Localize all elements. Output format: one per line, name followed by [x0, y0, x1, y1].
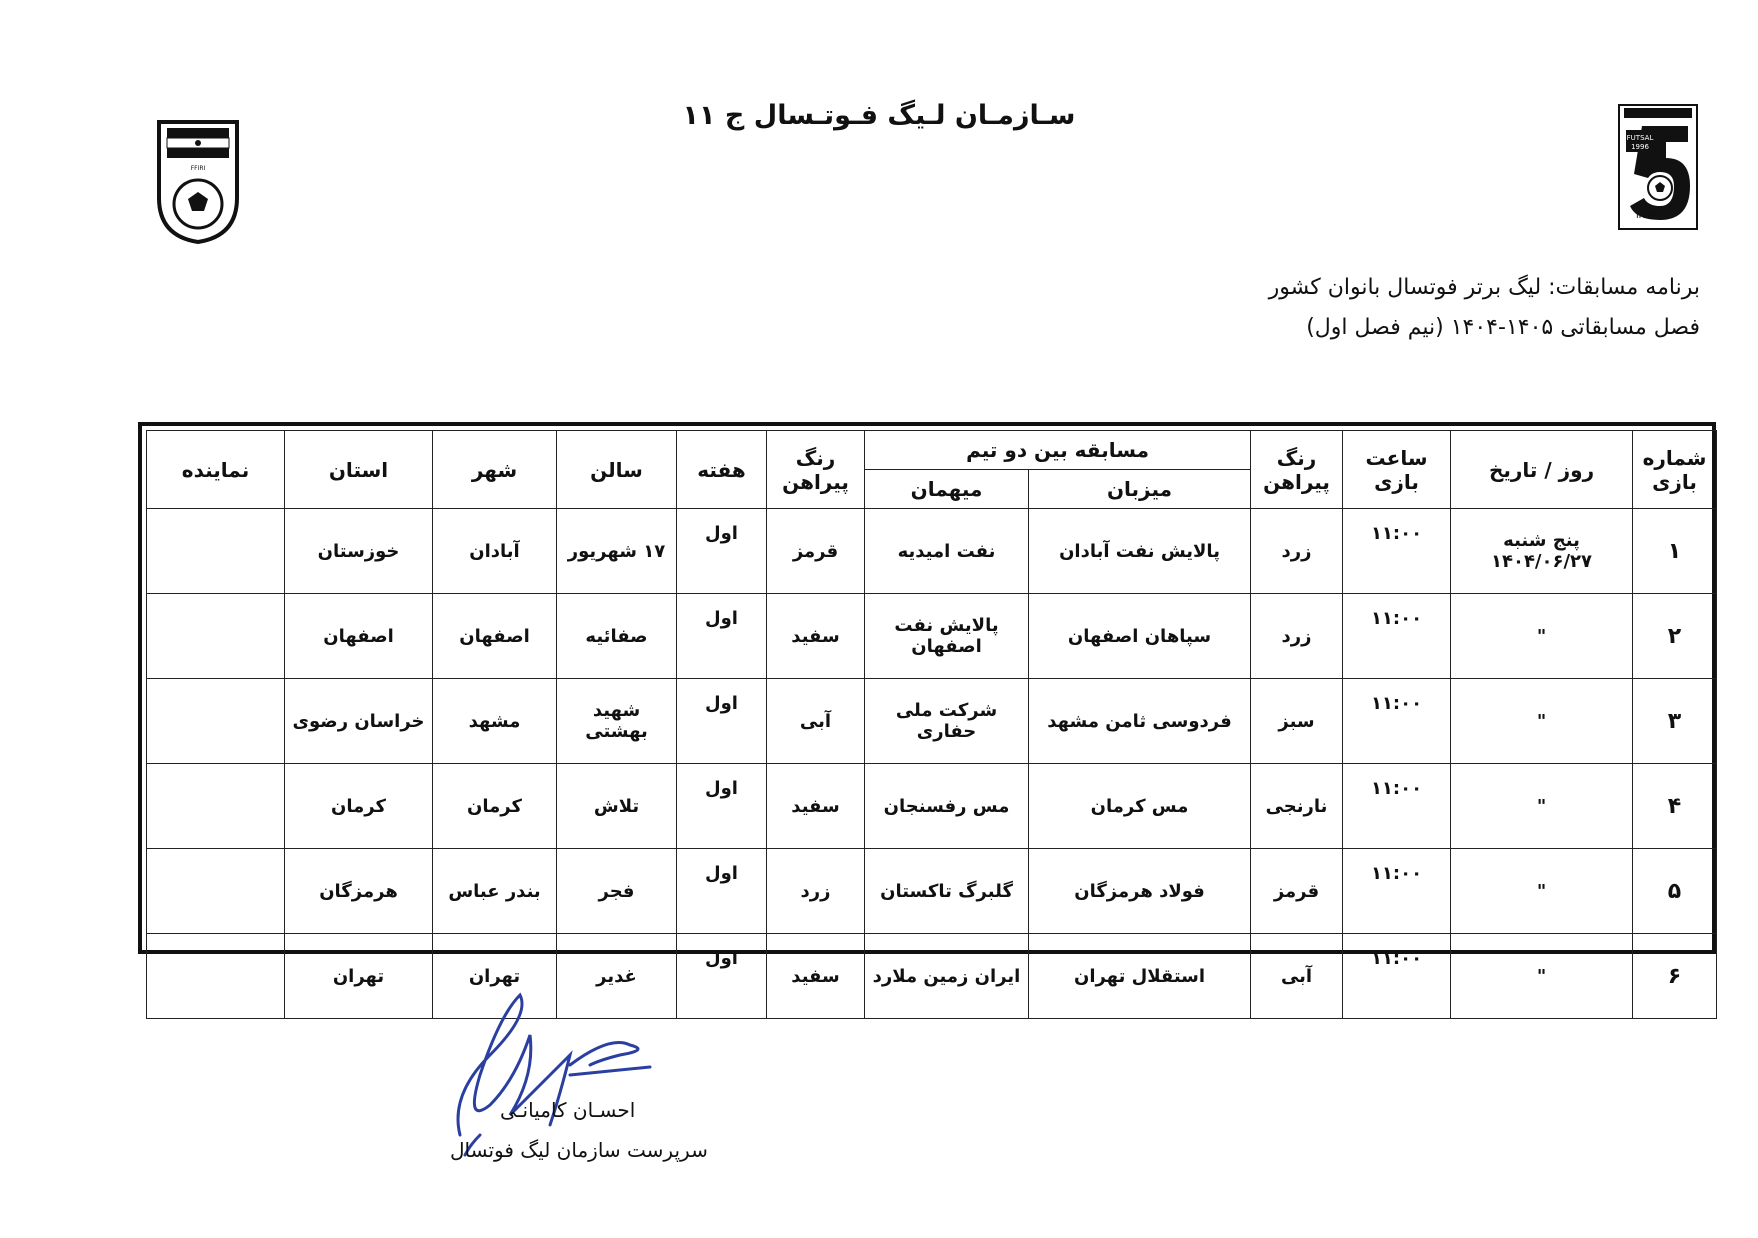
cell-province: کرمان [285, 764, 433, 849]
cell-date: " [1451, 934, 1633, 1019]
svg-text:FUTSAL: FUTSAL [1626, 134, 1654, 142]
svg-text:IRAN: IRAN [1636, 211, 1658, 221]
futsal-league-logo [1616, 102, 1700, 232]
header-guest: میهمان [865, 470, 1029, 509]
header-match-group: مسابقه بین دو تیم [865, 431, 1251, 470]
header-guest-color: رنگ پیراهن [767, 431, 865, 509]
cell-week: اول [677, 509, 767, 594]
cell-guest-color: زرد [767, 849, 865, 934]
cell-guest: ایران زمین ملارد [865, 934, 1029, 1019]
cell-time: ۱۱:۰۰ [1343, 934, 1451, 1019]
cell-host: استقلال تهران [1029, 934, 1251, 1019]
cell-city: آبادان [433, 509, 557, 594]
cell-guest-color: سفید [767, 594, 865, 679]
cell-city: مشهد [433, 679, 557, 764]
cell-match-no: ۴ [1633, 764, 1717, 849]
competition-intro [1269, 268, 1700, 348]
cell-province: خراسان رضوی [285, 679, 433, 764]
cell-host-color: قرمز [1251, 849, 1343, 934]
cell-date: پنج شنبه ۱۴۰۴/۰۶/۲۷ [1451, 509, 1633, 594]
cell-time: ۱۱:۰۰ [1343, 849, 1451, 934]
svg-text:FFIRI: FFIRI [190, 165, 206, 172]
cell-host: سپاهان اصفهان [1029, 594, 1251, 679]
cell-hall: صفائیه [557, 594, 677, 679]
cell-guest-color: سفید [767, 934, 865, 1019]
header-host: میزبان [1029, 470, 1251, 509]
cell-hall: فجر [557, 849, 677, 934]
cell-representative [147, 509, 285, 594]
cell-guest: گلبرگ تاکستان [865, 849, 1029, 934]
cell-guest-color: قرمز [767, 509, 865, 594]
header-city: شهر [433, 431, 557, 509]
table-row [147, 934, 1717, 1019]
cell-match-no: ۱ [1633, 509, 1717, 594]
cell-host: پالایش نفت آبادان [1029, 509, 1251, 594]
cell-date: " [1451, 679, 1633, 764]
header-representative: نماینده [147, 431, 285, 509]
cell-guest: مس رفسنجان [865, 764, 1029, 849]
competition-name: برنامه مسابقات: لیگ برتر فوتسال بانوان کشور [1268, 275, 1700, 300]
cell-match-no: ۵ [1633, 849, 1717, 934]
cell-representative [147, 594, 285, 679]
header-province: استان [285, 431, 433, 509]
cell-host: فولاد هرمزگان [1029, 849, 1251, 934]
cell-hall: ۱۷ شهریور [557, 509, 677, 594]
cell-match-no: ۳ [1633, 679, 1717, 764]
cell-date: " [1451, 849, 1633, 934]
cell-week: اول [677, 594, 767, 679]
cell-city: کرمان [433, 764, 557, 849]
cell-host: مس کرمان [1029, 764, 1251, 849]
header-time: ساعت بازی [1343, 431, 1451, 509]
cell-city: بندر عباس [433, 849, 557, 934]
cell-time: ۱۱:۰۰ [1343, 679, 1451, 764]
header-host-color: رنگ پیراهن [1251, 431, 1343, 509]
signatory-role: سرپرست سازمان لیگ فوتسال [450, 1138, 708, 1162]
header-match-no: شماره بازی [1633, 431, 1717, 509]
cell-province: اصفهان [285, 594, 433, 679]
cell-guest: پالایش نفت اصفهان [865, 594, 1029, 679]
svg-text:1996: 1996 [1631, 143, 1649, 151]
federation-logo [155, 118, 241, 244]
header-week: هفته [677, 431, 767, 509]
cell-host: فردوسی ثامن مشهد [1029, 679, 1251, 764]
schedule-table-frame [138, 422, 1716, 989]
cell-week: اول [677, 934, 767, 1019]
cell-week: اول [677, 764, 767, 849]
cell-city: اصفهان [433, 594, 557, 679]
cell-match-no: ۲ [1633, 594, 1717, 679]
handwritten-signature [420, 975, 740, 1195]
cell-hall: غدیر [557, 934, 677, 1019]
table-row [147, 849, 1717, 934]
header-date: روز / تاریخ [1451, 431, 1633, 509]
cell-week: اول [677, 849, 767, 934]
season-line: فصل مسابقاتی ۱۴۰۵-۱۴۰۴ (نیم فصل اول) [1306, 315, 1700, 340]
cell-time: ۱۱:۰۰ [1343, 594, 1451, 679]
cell-province: تهران [285, 934, 433, 1019]
cell-guest: نفت امیدیه [865, 509, 1029, 594]
cell-week: اول [677, 679, 767, 764]
cell-guest-color: سفید [767, 764, 865, 849]
cell-date: " [1451, 764, 1633, 849]
cell-host-color: سبز [1251, 679, 1343, 764]
cell-time: ۱۱:۰۰ [1343, 764, 1451, 849]
cell-guest: شرکت ملی حفاری [865, 679, 1029, 764]
cell-match-no: ۶ [1633, 934, 1717, 1019]
cell-province: خوزستان [285, 509, 433, 594]
table-row [147, 679, 1717, 764]
signatory-name: احسـان کامیانـی [500, 1098, 636, 1122]
cell-host-color: زرد [1251, 509, 1343, 594]
cell-time: ۱۱:۰۰ [1343, 509, 1451, 594]
cell-province: هرمزگان [285, 849, 433, 934]
table-row [147, 594, 1717, 679]
cell-guest-color: آبی [767, 679, 865, 764]
cell-date: " [1451, 594, 1633, 679]
cell-hall: شهید بهشتی [557, 679, 677, 764]
cell-host-color: آبی [1251, 934, 1343, 1019]
cell-representative [147, 849, 285, 934]
page-title: سـازمـان لـیگ فـوتـسال ج ۱۱ [682, 100, 1076, 131]
cell-host-color: زرد [1251, 594, 1343, 679]
header-hall: سالن [557, 431, 677, 509]
table-row [147, 509, 1717, 594]
cell-representative [147, 764, 285, 849]
table-row [147, 764, 1717, 849]
schedule-table [146, 430, 1717, 1019]
cell-representative [147, 934, 285, 1019]
cell-representative [147, 679, 285, 764]
cell-host-color: نارنجی [1251, 764, 1343, 849]
cell-city: تهران [433, 934, 557, 1019]
cell-hall: تلاش [557, 764, 677, 849]
